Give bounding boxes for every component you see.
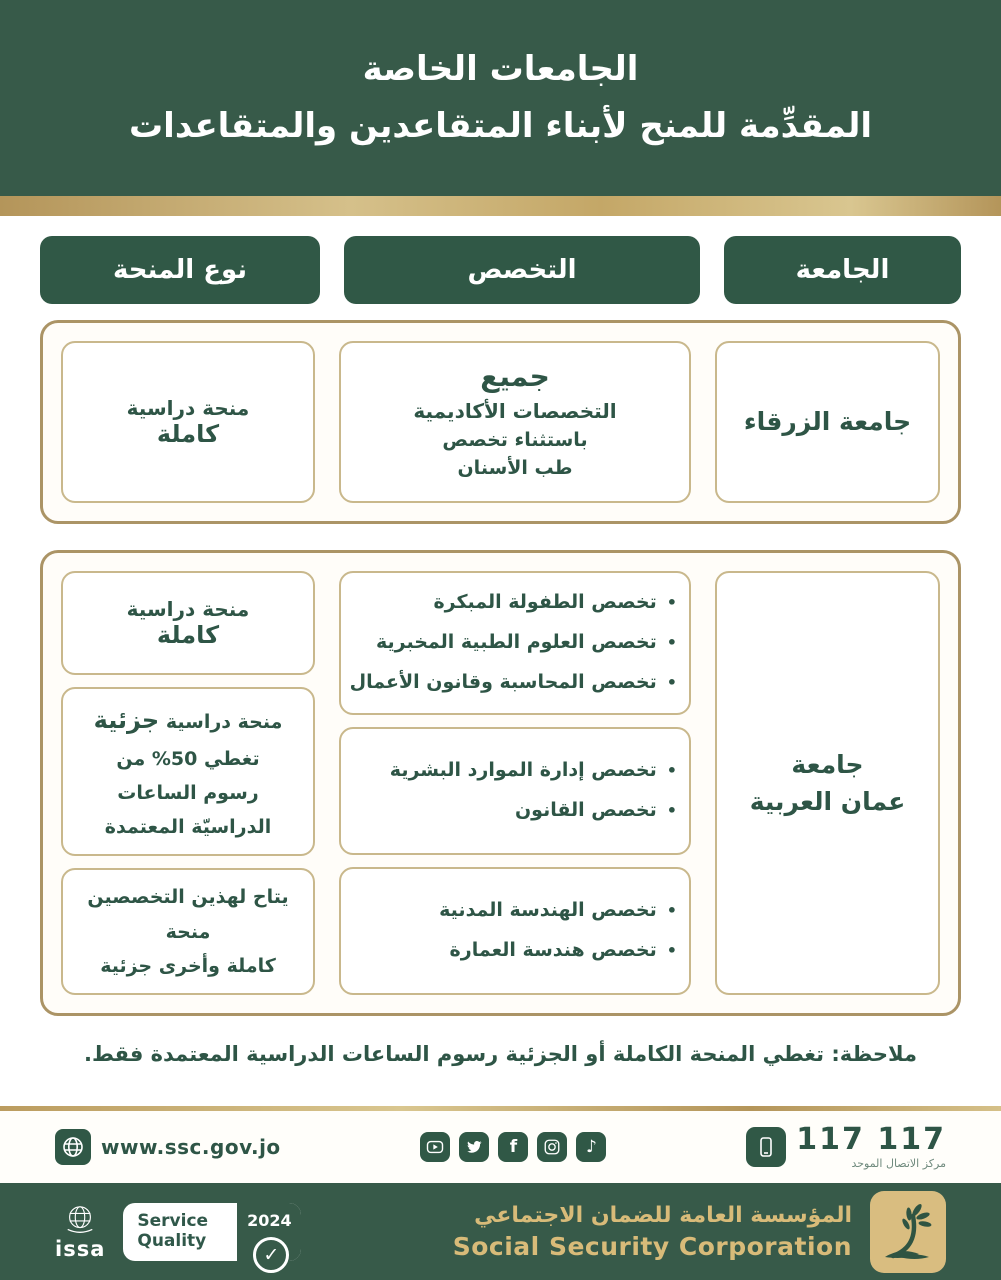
badge-service-line: Service [137,1210,209,1231]
badge-quality-line: Quality [137,1230,207,1251]
spec-bullet-item [350,663,677,703]
spec-bullet-item [376,623,677,663]
call-center-group [746,1121,946,1170]
header-banner [0,0,1001,196]
grant-text: منحة دراسية [126,596,250,621]
phone-number: 117 117 [796,1121,946,1157]
grant-text-normal: منحة دراسية [165,710,283,733]
service-quality-badge [123,1203,301,1266]
amman-grant-cell-2 [61,687,315,857]
bullet-icon: • [666,632,677,652]
issa-group [55,1203,301,1266]
bullet-icon: • [666,592,677,612]
grant-text [94,699,283,742]
column-header-specialization: التخصص [344,236,700,304]
facebook-icon: f [498,1132,528,1162]
call-center-label: مركز الاتصال الموحد [851,1156,946,1170]
grant-text: رسوم الساعات [117,782,259,805]
globe-icon [55,1129,91,1165]
issa-logo [55,1203,105,1260]
bullet-icon: • [666,760,677,780]
bullet-icon: • [666,800,677,820]
issa-label: issa [55,1237,106,1261]
website-url: www.ssc.gov.jo [101,1135,281,1159]
amman-spec-cell-1 [339,571,691,715]
checkmark-icon: ✓ [253,1237,289,1273]
organization-names [453,1203,852,1261]
zarqa-university-cell [715,341,940,503]
university-name: جامعة الزرقاء [743,407,912,437]
grant-text: تغطي 50% من [116,747,260,770]
spec-text: جميع [480,359,550,393]
service-quality-text [123,1212,237,1251]
organization-name-arabic: المؤسسة العامة للضمان الاجتماعي [474,1202,852,1228]
grant-text-bold: جزئية [93,705,160,734]
university-name [750,746,906,821]
social-icons [420,1132,606,1162]
badge-year: 2024 [247,1210,292,1230]
spec-bullet-item [390,751,677,791]
ssc-tree-icon [879,1200,937,1264]
spec-text: تخصص إدارة الموارد البشرية [389,758,657,781]
column-headers [40,236,961,304]
ssc-logo [870,1191,946,1273]
gold-divider [0,196,1001,216]
amman-grant-column [61,571,315,995]
spec-text: تخصص الطفولة المبكرة [433,591,657,613]
website-group [55,1129,281,1165]
amman-grant-cell-3 [61,868,315,995]
grant-text: منحة دراسية [126,396,250,420]
organization-name-english: Social Security Corporation [452,1231,852,1261]
bullet-icon: • [666,940,677,960]
grant-text: يتاح لهذين التخصصين [87,886,289,909]
amman-arab-university-section [40,550,961,1016]
table-content [0,216,1001,1106]
youtube-icon [420,1132,450,1162]
grant-text: كاملة [156,420,220,448]
grant-text: منحة [165,920,211,943]
spec-bullet-item [433,583,677,623]
amman-grant-cell-1 [61,571,315,675]
zarqa-specialization-cell [339,341,691,503]
spec-bullet-item [439,891,677,931]
amman-specialization-column [339,571,691,995]
grant-text: كاملة [156,620,220,649]
spec-text: باستثناء تخصص [442,428,588,451]
bullet-icon: • [666,672,677,692]
spec-text: تخصص المحاسبة وقانون الأعمال [349,670,657,693]
spec-text: طب الأسنان [457,456,573,479]
instagram-icon [537,1132,567,1162]
zarqa-university-section [40,320,961,524]
amman-spec-cell-2 [339,727,691,855]
spec-bullet-item [515,791,677,831]
organization-group [453,1191,946,1273]
bullet-icon: • [666,900,677,920]
column-header-university: الجامعة [724,236,961,304]
spec-bullet-item [450,931,677,971]
footer-banner [0,1183,1001,1280]
amman-spec-cell-3 [339,867,691,995]
issa-globe-icon [63,1203,97,1237]
page-title-line2: المقدِّمة للمنح لأبناء المتقاعدين والمتقاعدات [129,106,872,146]
footnote: ملاحظة: تغطي المنحة الكاملة أو الجزئية رسوم الساعات الدراسية المعتمدة فقط. [84,1042,917,1066]
spec-text: التخصصات الأكاديمية [413,398,617,423]
spec-text: تخصص هندسة العمارة [449,938,657,961]
grant-text: الدراسيّة المعتمدة [104,816,272,839]
university-name-line2: عمان العربية [749,787,906,816]
university-name-line1: جامعة [791,749,864,779]
grant-text: كاملة وأخرى جزئية [100,954,276,977]
phone-icon [746,1127,786,1167]
twitter-icon [459,1132,489,1162]
contact-bar [0,1111,1001,1183]
spec-text: تخصص العلوم الطبية المخبرية [375,630,657,653]
spec-text: تخصص الهندسة المدنية [439,899,657,922]
amman-university-cell [715,571,940,995]
zarqa-grant-cell [61,341,315,503]
column-header-grant-type: نوع المنحة [40,236,320,304]
page-title-line1: الجامعات الخاصة [362,49,639,90]
tiktok-icon: ♪ [576,1132,606,1162]
spec-text: تخصص القانون [514,798,657,821]
